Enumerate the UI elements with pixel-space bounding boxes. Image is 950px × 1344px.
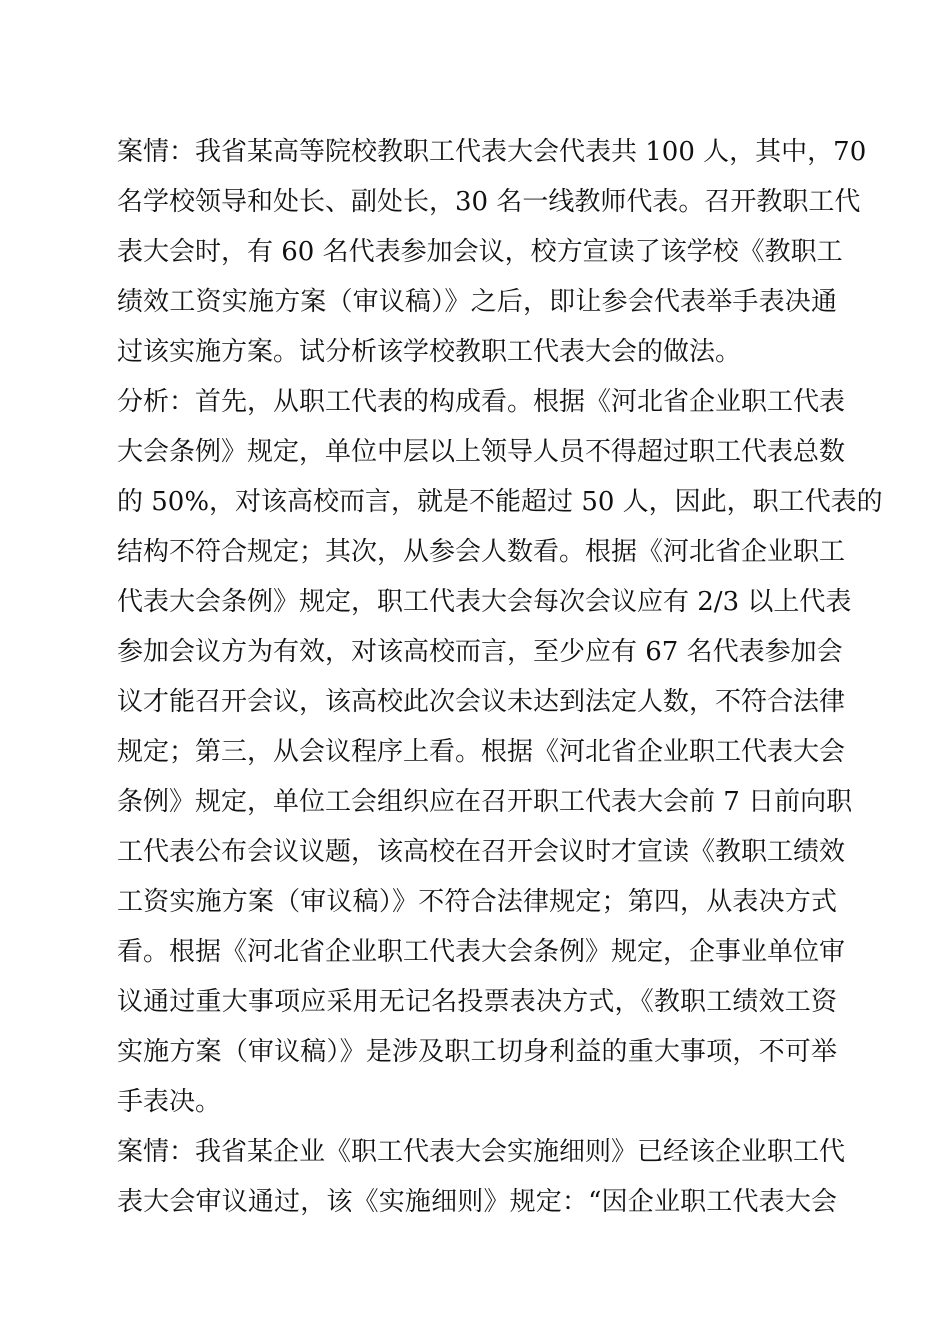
case-paragraph-1	[117, 127, 867, 377]
text-line: 案情：我省某企业《职工代表大会实施细则》已经该企业职工代	[117, 1137, 846, 1167]
text-line: 看。根据《河北省企业职工代表大会条例》规定，企事业单位审	[117, 937, 846, 967]
text-line: 表大会审议通过，该《实施细则》规定：“因企业职工代表大会	[117, 1187, 837, 1217]
text-line: 大会条例》规定，单位中层以上领导人员不得超过职工代表总数	[117, 437, 846, 467]
text-line: 工代表公布会议议题，该高校在召开会议时才宣读《教职工绩效	[117, 837, 846, 867]
text-line: 条例》规定，单位工会组织应在召开职工代表大会前 7 日前向职	[117, 787, 853, 817]
text-line: 结构不符合规定；其次，从参会人数看。根据《河北省企业职工	[117, 537, 846, 567]
text-line: 绩效工资实施方案（审议稿）》之后，即让参会代表举手表决通	[117, 287, 837, 317]
text-line: 过该实施方案。试分析该学校教职工代表大会的做法。	[117, 337, 742, 367]
text-line: 议才能召开会议，该高校此次会议未达到法定人数，不符合法律	[117, 687, 846, 717]
text-line: 议通过重大事项应采用无记名投票表决方式，《教职工绩效工资	[117, 987, 837, 1017]
text-line: 规定；第三，从会议程序上看。根据《河北省企业职工代表大会	[117, 737, 846, 767]
text-line: 名学校领导和处长、副处长，30 名一线教师代表。召开教职工代	[117, 187, 861, 217]
text-line: 代表大会条例》规定，职工代表大会每次会议应有 2/3 以上代表	[117, 587, 852, 617]
text-line: 案情：我省某高等院校教职工代表大会代表共 100 人，其中，70	[117, 137, 867, 167]
case-paragraph-2	[117, 1127, 846, 1227]
text-line: 分析：首先，从职工代表的构成看。根据《河北省企业职工代表	[117, 387, 846, 417]
text-line: 手表决。	[117, 1087, 222, 1117]
document-body	[117, 127, 883, 1227]
text-line: 的 50%，对该高校而言，就是不能超过 50 人，因此，职工代表的	[117, 487, 883, 517]
text-line: 实施方案（审议稿）》是涉及职工切身利益的重大事项，不可举	[117, 1037, 837, 1067]
text-line: 参加会议方为有效，对该高校而言，至少应有 67 名代表参加会	[117, 637, 843, 667]
text-line: 工资实施方案（审议稿）》不符合法律规定；第四，从表决方式	[117, 887, 837, 917]
text-line: 表大会时，有 60 名代表参加会议，校方宣读了该学校《教职工	[117, 237, 843, 267]
analysis-paragraph	[117, 377, 883, 1127]
